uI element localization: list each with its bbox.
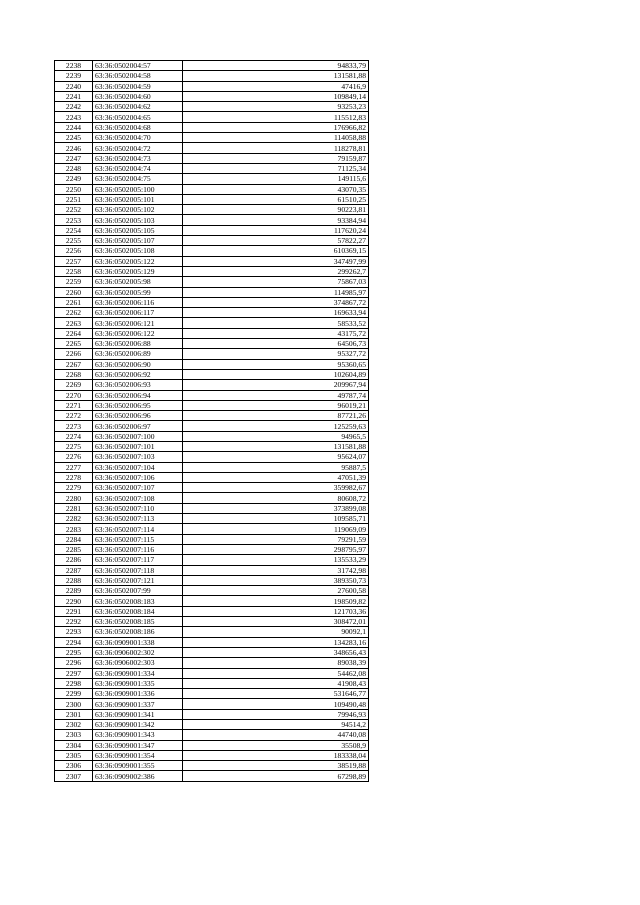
cadastral-number: 63:36:0502005:98 [93,277,183,287]
cadastral-number: 63:36:0502004:57 [93,61,183,71]
table-row [55,277,369,287]
cadastral-number: 63:36:0502008:185 [93,617,183,627]
value-cell: 94965,5 [183,431,369,441]
table-row [55,256,369,266]
cadastral-number: 63:36:0502007:114 [93,524,183,534]
value-cell: 95327,72 [183,349,369,359]
table-row [55,617,369,627]
cadastral-number: 63:36:0502004:70 [93,133,183,143]
cadastral-number: 63:36:0502005:99 [93,287,183,297]
value-cell: 359982,67 [183,483,369,493]
value-cell: 79946,93 [183,709,369,719]
table-row [55,761,369,771]
table-row [55,555,369,565]
table-row [55,225,369,235]
table-row [55,369,369,379]
cadastral-number: 63:36:0502004:75 [93,174,183,184]
cadastral-number: 63:36:0502004:65 [93,112,183,122]
row-number: 2255 [55,236,93,246]
value-cell: 308472,01 [183,617,369,627]
cadastral-number: 63:36:0502007:103 [93,452,183,462]
table-row [55,91,369,101]
table-row [55,524,369,534]
value-cell: 299262,7 [183,266,369,276]
row-number: 2280 [55,493,93,503]
table-row [55,153,369,163]
cadastral-number: 63:36:0502007:115 [93,534,183,544]
table-row [55,514,369,524]
cadastral-number: 63:36:0502007:117 [93,555,183,565]
value-cell: 149115,6 [183,174,369,184]
value-cell: 87721,26 [183,411,369,421]
cadastral-number: 63:36:0502005:129 [93,266,183,276]
table-row [55,493,369,503]
table-row [55,534,369,544]
row-number: 2241 [55,91,93,101]
cadastral-number: 63:36:0502005:103 [93,215,183,225]
table-row [55,297,369,307]
cadastral-number: 63:36:0502007:113 [93,514,183,524]
row-number: 2267 [55,359,93,369]
value-cell: 90092,1 [183,627,369,637]
row-number: 2251 [55,194,93,204]
row-number: 2288 [55,575,93,585]
row-number: 2290 [55,596,93,606]
row-number: 2249 [55,174,93,184]
row-number: 2281 [55,503,93,513]
table-row [55,400,369,410]
cadastral-number: 63:36:0906002:302 [93,647,183,657]
row-number: 2305 [55,750,93,760]
row-number: 2284 [55,534,93,544]
value-cell: 27600,58 [183,586,369,596]
value-cell: 49787,74 [183,390,369,400]
value-cell: 44740,08 [183,730,369,740]
cadastral-number: 63:36:0906002:303 [93,658,183,668]
cadastral-number: 63:36:0502005:105 [93,225,183,235]
table-row [55,215,369,225]
cadastral-number: 63:36:0502004:60 [93,91,183,101]
table-row [55,627,369,637]
cadastral-number: 63:36:0502007:99 [93,586,183,596]
cadastral-number: 63:36:0502006:94 [93,390,183,400]
cadastral-number: 63:36:0502004:74 [93,163,183,173]
value-cell: 67298,89 [183,771,369,781]
value-cell: 75867,03 [183,277,369,287]
table-row [55,647,369,657]
row-number: 2244 [55,122,93,132]
value-cell: 57822,27 [183,236,369,246]
row-number: 2272 [55,411,93,421]
row-number: 2273 [55,421,93,431]
cadastral-number: 63:36:0909001:336 [93,689,183,699]
row-number: 2278 [55,472,93,482]
row-number: 2264 [55,328,93,338]
table-row [55,163,369,173]
cadastral-number: 63:36:0502006:117 [93,308,183,318]
row-number: 2252 [55,205,93,215]
row-number: 2242 [55,102,93,112]
row-number: 2271 [55,400,93,410]
table-row [55,328,369,338]
value-cell: 125259,63 [183,421,369,431]
row-number: 2285 [55,544,93,554]
row-number: 2274 [55,431,93,441]
value-cell: 169633,94 [183,308,369,318]
value-cell: 43175,72 [183,328,369,338]
value-cell: 79159,87 [183,153,369,163]
cadastral-number: 63:36:0502007:101 [93,441,183,451]
table-row [55,720,369,730]
cadastral-number: 63:36:0909001:354 [93,750,183,760]
cadastral-number: 63:36:0502007:106 [93,472,183,482]
row-number: 2254 [55,225,93,235]
row-number: 2248 [55,163,93,173]
row-number: 2289 [55,586,93,596]
row-number: 2291 [55,606,93,616]
cadastral-number: 63:36:0909001:337 [93,699,183,709]
row-number: 2240 [55,81,93,91]
table-row [55,81,369,91]
cadastral-number: 63:36:0502007:121 [93,575,183,585]
cadastral-number: 63:36:0502006:90 [93,359,183,369]
table-row [55,565,369,575]
cadastral-number: 63:36:0909001:347 [93,740,183,750]
cadastral-number: 63:36:0909001:335 [93,678,183,688]
cadastral-number: 63:36:0909001:343 [93,730,183,740]
table-row [55,441,369,451]
table-row [55,606,369,616]
value-cell: 47051,39 [183,472,369,482]
row-number: 2256 [55,246,93,256]
cadastral-number: 63:36:0909001:334 [93,668,183,678]
table-row [55,586,369,596]
cadastral-number: 63:36:0502007:110 [93,503,183,513]
row-number: 2259 [55,277,93,287]
cadastral-number: 63:36:0502006:88 [93,339,183,349]
table-row [55,174,369,184]
row-number: 2302 [55,720,93,730]
value-cell: 374867,72 [183,297,369,307]
row-number: 2300 [55,699,93,709]
row-number: 2293 [55,627,93,637]
value-cell: 38519,88 [183,761,369,771]
cadastral-number: 63:36:0909001:355 [93,761,183,771]
row-number: 2266 [55,349,93,359]
value-cell: 96019,21 [183,400,369,410]
value-cell: 54462,08 [183,668,369,678]
value-cell: 31742,98 [183,565,369,575]
value-cell: 95887,5 [183,462,369,472]
cadastral-number: 63:36:0502008:186 [93,627,183,637]
row-number: 2277 [55,462,93,472]
table-row [55,452,369,462]
value-cell: 79291,59 [183,534,369,544]
cadastral-number: 63:36:0502006:89 [93,349,183,359]
row-number: 2283 [55,524,93,534]
value-cell: 109585,71 [183,514,369,524]
table-row [55,431,369,441]
row-number: 2238 [55,61,93,71]
value-cell: 298795,97 [183,544,369,554]
table-row [55,689,369,699]
row-number: 2257 [55,256,93,266]
row-number: 2270 [55,390,93,400]
row-number: 2243 [55,112,93,122]
table-row [55,194,369,204]
value-cell: 94514,2 [183,720,369,730]
cadastral-number: 63:36:0502006:92 [93,369,183,379]
table-row [55,421,369,431]
data-table [54,60,369,782]
table-row [55,287,369,297]
row-number: 2292 [55,617,93,627]
cadastral-number: 63:36:0502004:72 [93,143,183,153]
row-number: 2295 [55,647,93,657]
cadastral-number: 63:36:0502008:184 [93,606,183,616]
value-cell: 90223,81 [183,205,369,215]
row-number: 2253 [55,215,93,225]
row-number: 2246 [55,143,93,153]
table-row [55,359,369,369]
table-row [55,71,369,81]
row-number: 2299 [55,689,93,699]
value-cell: 348656,43 [183,647,369,657]
table-row [55,750,369,760]
row-number: 2263 [55,318,93,328]
cadastral-number: 63:36:0502004:59 [93,81,183,91]
cadastral-number: 63:36:0909001:338 [93,637,183,647]
value-cell: 373899,08 [183,503,369,513]
cadastral-number: 63:36:0502008:183 [93,596,183,606]
row-number: 2304 [55,740,93,750]
table-row [55,318,369,328]
table-row [55,246,369,256]
value-cell: 95624,07 [183,452,369,462]
table-row [55,658,369,668]
value-cell: 131581,88 [183,71,369,81]
table-row [55,503,369,513]
table-row [55,205,369,215]
table-row [55,462,369,472]
cadastral-number: 63:36:0502005:101 [93,194,183,204]
row-number: 2265 [55,339,93,349]
value-cell: 114985,97 [183,287,369,297]
cadastral-number: 63:36:0502007:116 [93,544,183,554]
table-row [55,390,369,400]
value-cell: 95360,65 [183,359,369,369]
cadastral-number: 63:36:0502005:102 [93,205,183,215]
table-row [55,740,369,750]
cadastral-number: 63:36:0502004:62 [93,102,183,112]
table-row [55,637,369,647]
table-row [55,339,369,349]
cadastral-number: 63:36:0502005:107 [93,236,183,246]
row-number: 2303 [55,730,93,740]
cadastral-number: 63:36:0909001:342 [93,720,183,730]
value-cell: 102604,89 [183,369,369,379]
row-number: 2286 [55,555,93,565]
table-row [55,112,369,122]
value-cell: 71125,34 [183,163,369,173]
value-cell: 117620,24 [183,225,369,235]
row-number: 2258 [55,266,93,276]
table-row [55,730,369,740]
table-row [55,143,369,153]
cadastral-number: 63:36:0502007:107 [93,483,183,493]
cadastral-number: 63:36:0502006:96 [93,411,183,421]
table-row [55,699,369,709]
row-number: 2287 [55,565,93,575]
value-cell: 347497,99 [183,256,369,266]
row-number: 2268 [55,369,93,379]
table-body [55,61,369,782]
table-row [55,133,369,143]
cadastral-number: 63:36:0502007:108 [93,493,183,503]
value-cell: 93384,94 [183,215,369,225]
table-row [55,483,369,493]
value-cell: 176966,82 [183,122,369,132]
value-cell: 131581,88 [183,441,369,451]
cadastral-number: 63:36:0502006:116 [93,297,183,307]
value-cell: 183338,04 [183,750,369,760]
table-row [55,184,369,194]
cadastral-number: 63:36:0502007:118 [93,565,183,575]
table-row [55,472,369,482]
row-number: 2297 [55,668,93,678]
row-number: 2298 [55,678,93,688]
value-cell: 115512,83 [183,112,369,122]
cadastral-number: 63:36:0502004:68 [93,122,183,132]
cadastral-number: 63:36:0502006:95 [93,400,183,410]
table-row [55,411,369,421]
row-number: 2276 [55,452,93,462]
value-cell: 389350,73 [183,575,369,585]
table-row [55,122,369,132]
row-number: 2296 [55,658,93,668]
value-cell: 121703,36 [183,606,369,616]
cadastral-number: 63:36:0502004:58 [93,71,183,81]
table-row [55,61,369,71]
cadastral-number: 63:36:0502005:122 [93,256,183,266]
value-cell: 47416,9 [183,81,369,91]
row-number: 2262 [55,308,93,318]
row-number: 2306 [55,761,93,771]
value-cell: 93253,23 [183,102,369,112]
value-cell: 80608,72 [183,493,369,503]
row-number: 2301 [55,709,93,719]
value-cell: 118278,81 [183,143,369,153]
value-cell: 114058,88 [183,133,369,143]
table-row [55,709,369,719]
row-number: 2245 [55,133,93,143]
row-number: 2247 [55,153,93,163]
row-number: 2269 [55,380,93,390]
table-row [55,668,369,678]
value-cell: 64506,73 [183,339,369,349]
cadastral-number: 63:36:0502005:108 [93,246,183,256]
row-number: 2282 [55,514,93,524]
cadastral-number: 63:36:0502005:100 [93,184,183,194]
cadastral-number: 63:36:0909001:341 [93,709,183,719]
value-cell: 41908,43 [183,678,369,688]
row-number: 2294 [55,637,93,647]
value-cell: 119069,09 [183,524,369,534]
table-row [55,678,369,688]
table-row [55,544,369,554]
value-cell: 610369,15 [183,246,369,256]
row-number: 2250 [55,184,93,194]
cadastral-number: 63:36:0502006:93 [93,380,183,390]
value-cell: 198509,82 [183,596,369,606]
value-cell: 89038,39 [183,658,369,668]
row-number: 2279 [55,483,93,493]
value-cell: 109490,48 [183,699,369,709]
table-row [55,349,369,359]
value-cell: 35508,9 [183,740,369,750]
table-row [55,266,369,276]
cadastral-number: 63:36:0502004:73 [93,153,183,163]
cadastral-number: 63:36:0502007:104 [93,462,183,472]
table-row [55,596,369,606]
cadastral-number: 63:36:0502006:97 [93,421,183,431]
table-row [55,380,369,390]
value-cell: 109849,14 [183,91,369,101]
value-cell: 61510,25 [183,194,369,204]
table-row [55,575,369,585]
row-number: 2261 [55,297,93,307]
value-cell: 43070,35 [183,184,369,194]
table-row [55,308,369,318]
value-cell: 134283,16 [183,637,369,647]
cadastral-number: 63:36:0909002:386 [93,771,183,781]
row-number: 2239 [55,71,93,81]
value-cell: 94833,79 [183,61,369,71]
cadastral-number: 63:36:0502006:122 [93,328,183,338]
value-cell: 531646,77 [183,689,369,699]
cadastral-number: 63:36:0502007:100 [93,431,183,441]
value-cell: 135533,29 [183,555,369,565]
cadastral-number: 63:36:0502006:121 [93,318,183,328]
row-number: 2275 [55,441,93,451]
row-number: 2307 [55,771,93,781]
table-row [55,236,369,246]
value-cell: 209967,94 [183,380,369,390]
row-number: 2260 [55,287,93,297]
table-row [55,102,369,112]
value-cell: 58533,52 [183,318,369,328]
table-row [55,771,369,781]
